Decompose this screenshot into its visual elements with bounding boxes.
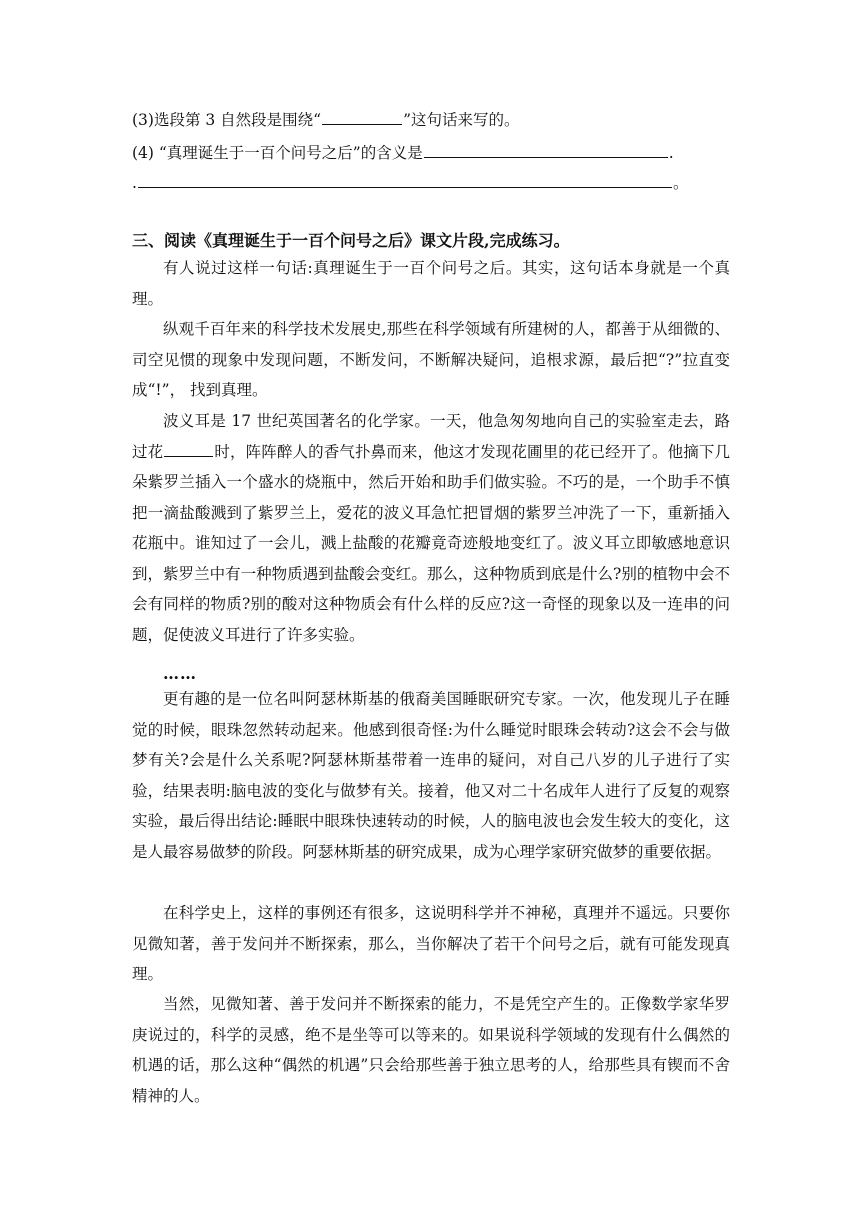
paragraph-4: 更有趣的是一位名叫阿瑟林斯基的俄裔美国睡眠研究专家。一次，他发现儿子在睡觉的时候，眼珠忽然转动起来。他感到很奇怪:为什么睡觉时眼珠会转动?这会不会与做梦有关?会是什么关系呢?阿瑟林斯基带着一连串的疑问，对自己八岁的儿子进行了实验，结果表明:脑电波的变化与做梦有关。接着，他又对二十名成年人进行了反复的观察实验，最后得出结论:睡眠中眼珠快速转动的时候，人的脑电波也会发生较大的变化，这是人最容易做梦的阶段。阿瑟林斯基的研究成果，成为心理学家研究做梦的重要依据。 [132, 690, 730, 861]
question-4-end-mark: . [668, 144, 674, 162]
paragraph-1: 有人说过这样一句话:真理诞生于一百个问号之后。其实，这句话本身就是一个真理。 [132, 259, 730, 308]
question-4-continuation [132, 171, 688, 193]
question-4-cont-start-mark: . [132, 174, 137, 192]
paragraph-3-part-1: 波义耳是 17 世纪英国著名的化学家。一天，他急匆匆地向自己的实验室走去，路过花 [132, 412, 730, 461]
question-3 [132, 108, 520, 130]
question-4 [132, 141, 674, 163]
answer-blank-q3[interactable] [322, 108, 402, 125]
section-3-heading: 三、阅读《真理诞生于一百个问号之后》课文片段,完成练习。 [132, 231, 570, 250]
question-3-prefix: (3)选段第 3 自然段是围绕“ [132, 111, 322, 129]
answer-blank-paragraph-3[interactable] [164, 440, 213, 457]
paragraph-5: 在科学史上，这样的事例还有很多，这说明科学并不神秘，真理并不遥远。只要你见微知著，善于发问并不断探索，那么，当你解决了若干个问号之后，就有可能发现真理。 [132, 904, 730, 983]
paragraph-3-part-2: 时，阵阵醉人的香气扑鼻而来，他这才发现花圃里的花已经开了。他摘下几朵紫罗兰插入一个盛水的烧瓶中，然后开始和助手们做实验。不巧的是，一个助手不慎把一滴盐酸溅到了紫罗兰上，爱花的波义耳急忙把冒烟的紫罗兰冲洗了一下，重新插入花瓶中。谁知过了一会儿，溅上盐酸的花瓣竟奇迹般地变红了。波义耳立即敏感地意识到，紫罗兰中有一种物质遇到盐酸会变红。那么，这种物质到底是什么?别的植物中会不会有同样的物质?别的酸对这种物质会有什么样的反应?这一奇怪的现象以及一连串的问题，促使波义耳进行了许多实验。 [132, 442, 730, 644]
paragraph-2: 纵观千百年来的科学技术发展史,那些在科学领域有所建树的人，都善于从细微的、司空见惯的现象中发现问题，不断发问，不断解决疑问，追根求源，最后把“?”拉直变成“!”， 找到真理。 [132, 320, 730, 399]
answer-blank-q4[interactable] [424, 141, 668, 158]
answer-blank-q4-line2[interactable] [138, 171, 672, 188]
question-4-cont-end-mark: 。 [672, 174, 689, 192]
question-3-suffix: ”这句话来写的。 [403, 111, 520, 129]
ellipsis: …… [163, 664, 197, 683]
paragraph-6: 当然，见微知著、善于发问并不断探索的能力，不是凭空产生的。正像数学家华罗庚说过的，科学的灵感，绝不是坐等可以等来的。如果说科学领域的发现有什么偶然的机遇的话，那么这种“偶然的机遇”只会给那些善于独立思考的人，给那些具有锲而不舍精神的人。 [132, 995, 730, 1105]
paragraph-3 [132, 406, 730, 650]
question-4-text: (4) “真理诞生于一百个问号之后”的含义是 [132, 144, 423, 162]
